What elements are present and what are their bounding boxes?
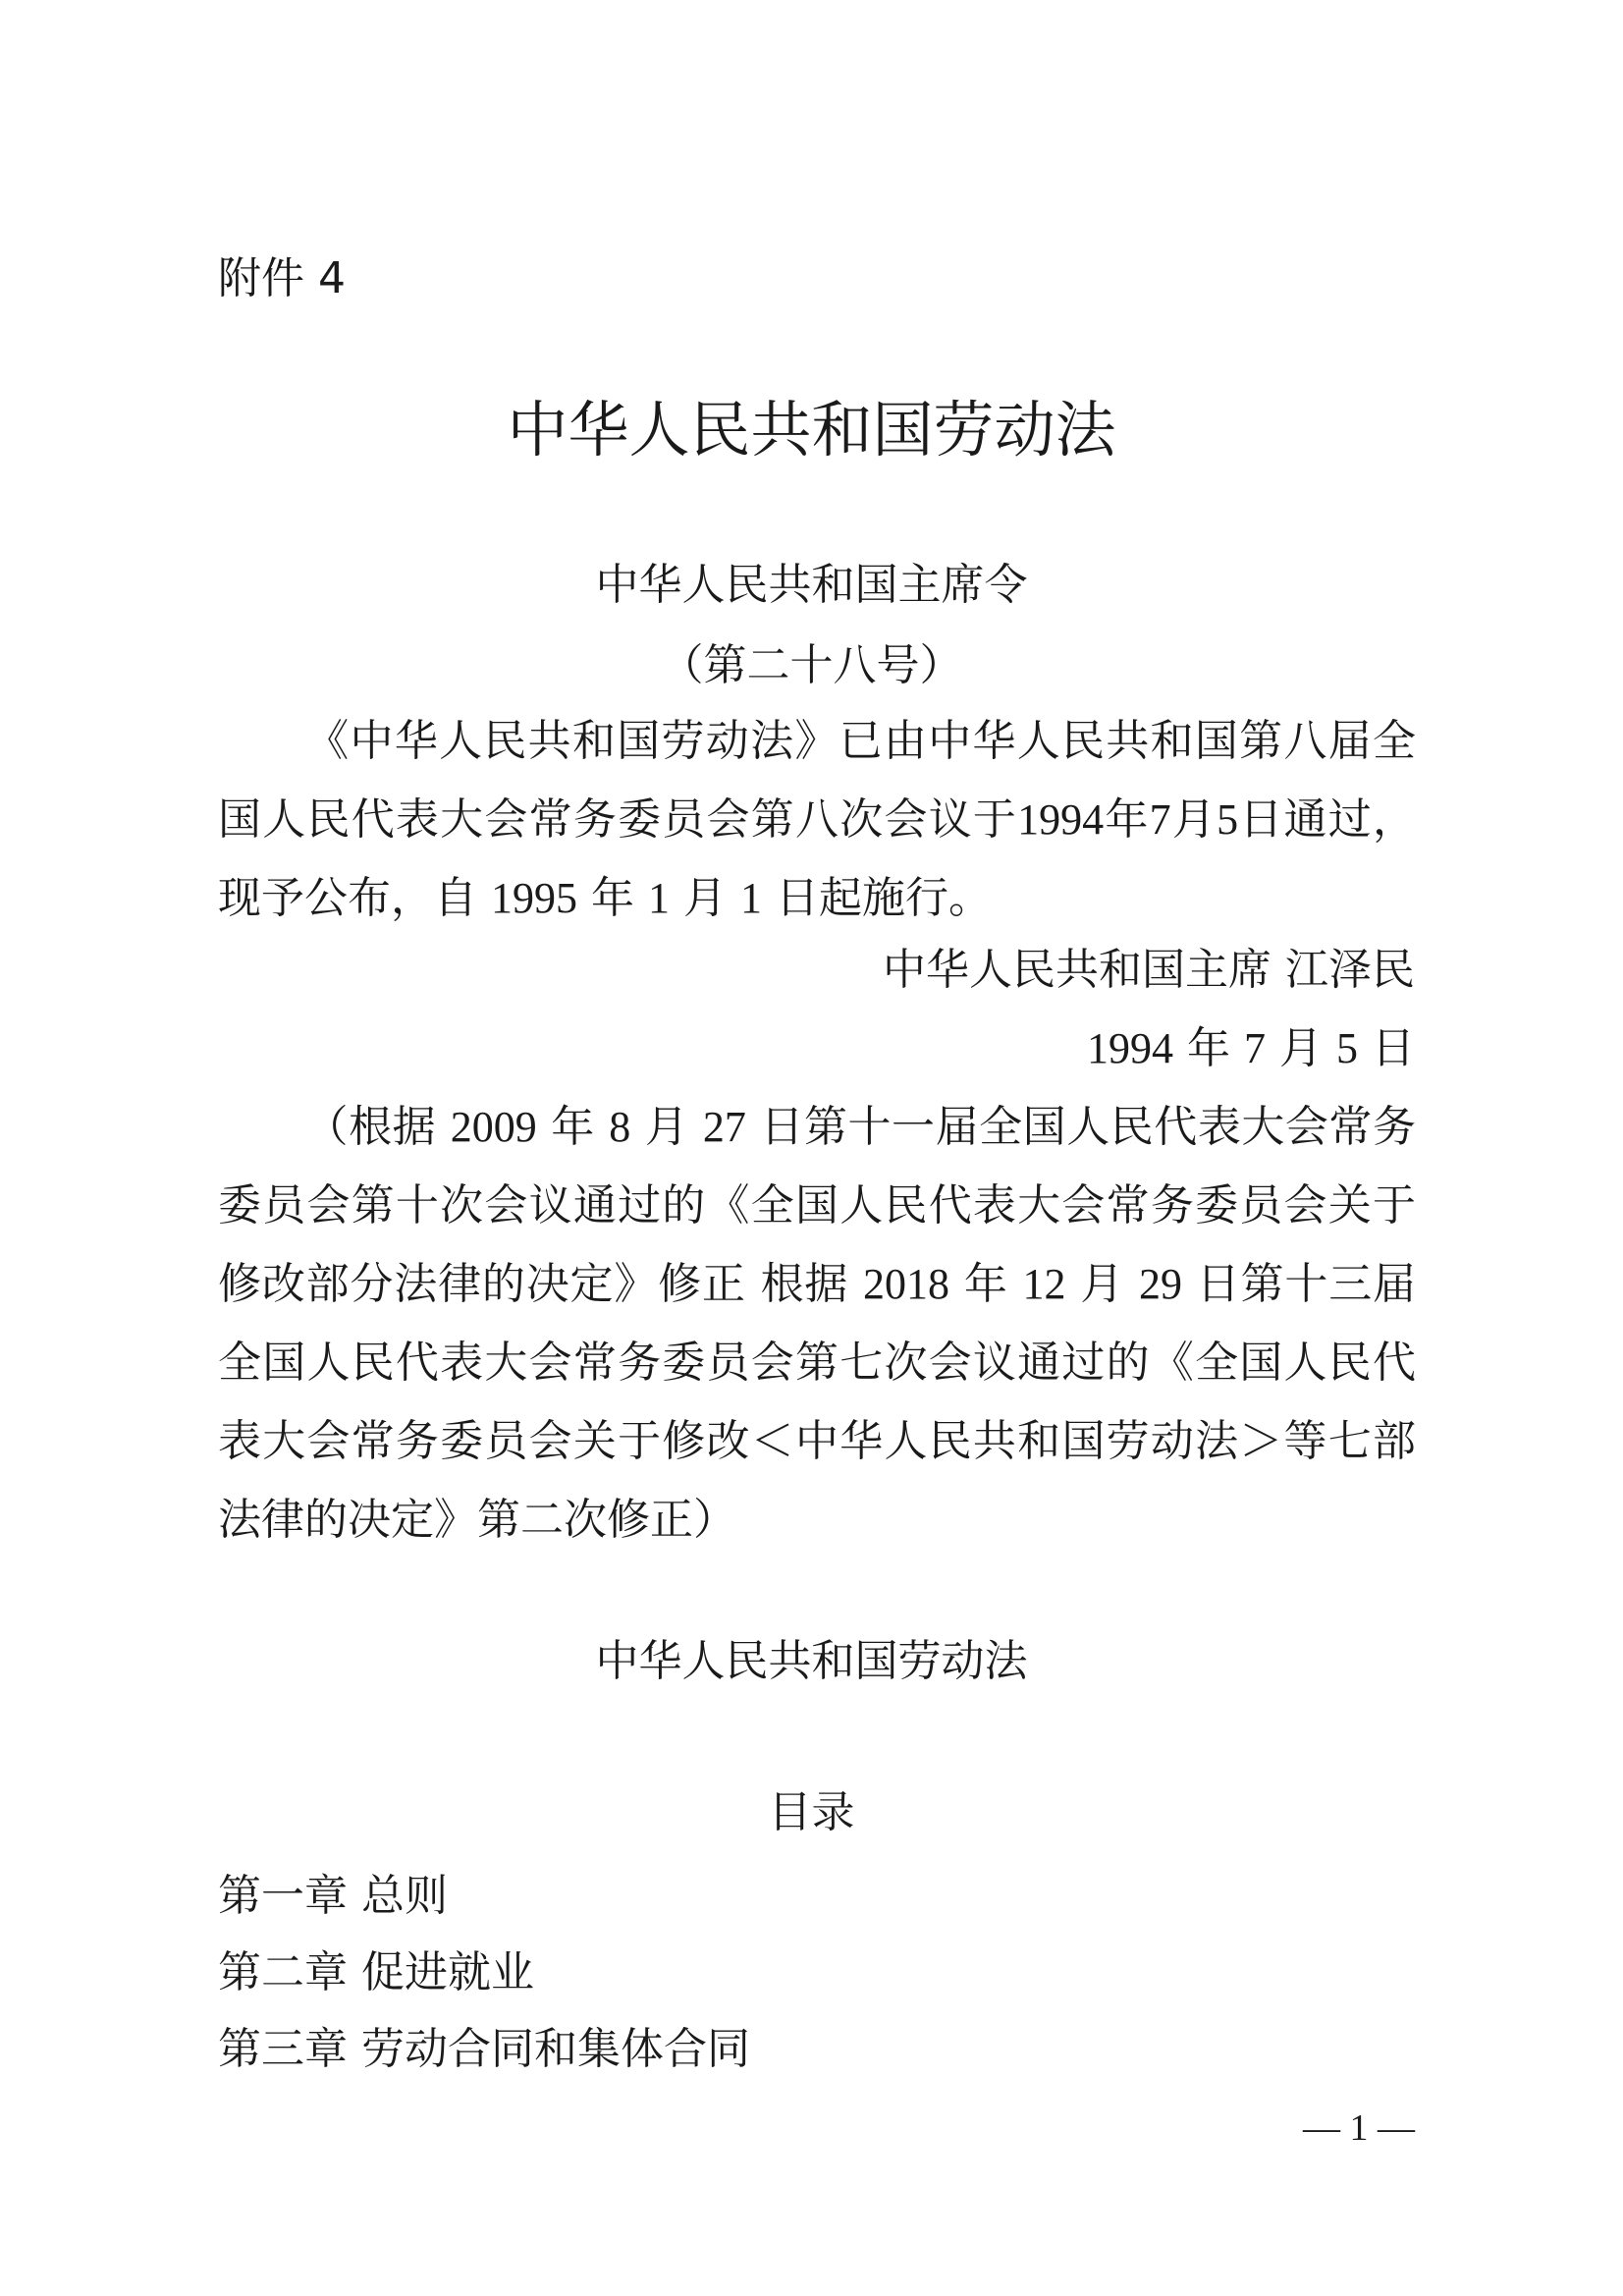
toc-item [218, 1935, 750, 2011]
toc-item [218, 1858, 750, 1935]
law-subtitle: 中华人民共和国劳动法 [595, 1636, 1028, 1686]
page-number: — 1 — [1303, 2107, 1415, 2149]
chapter-number: 第二章 [218, 1947, 348, 1997]
presidential-order-number: （第二十八号） [660, 640, 963, 690]
chapter-name: 总则 [361, 1871, 448, 1921]
chapter-name: 劳动合同和集体合同 [361, 2024, 750, 2074]
document-title: 中华人民共和国劳动法 [507, 394, 1116, 465]
promulgation-paragraph: 《中华人民共和国劳动法》已由中华人民共和国第八届全国人民代表大会常务委员会第八次会议于1994年7月5日通过，现予公布，自 1995 年 1 月 1 日起施行。 [218, 716, 1417, 923]
signatory: 中华人民共和国主席 江泽民 [883, 945, 1415, 995]
chapter-name: 促进就业 [361, 1947, 534, 1997]
table-of-contents [218, 1858, 750, 2088]
toc-heading: 目录 [768, 1787, 855, 1837]
presidential-order-title: 中华人民共和国主席令 [595, 560, 1028, 610]
amendment-note: （根据 2009 年 8 月 27 日第十一届全国人民代表大会常务委员会第十次会议通过的《全国人民代表大会常务委员会关于修改部分法律的决定》修正 根据 2018 年 12 月 29 日第十三届全国人民代表大会常务委员会第七次会议通过的《全国人民代表大会常务委员会关于修改＜中华人民共和国劳动法＞等七部法律的决定》第二次修正） [218, 1102, 1417, 1545]
chapter-number: 第一章 [218, 1871, 348, 1921]
toc-item [218, 2011, 750, 2088]
chapter-number: 第三章 [218, 2024, 348, 2074]
attachment-label: 附件 4 [218, 253, 346, 303]
signature-date: 1994 年 7 月 5 日 [1087, 1023, 1415, 1073]
